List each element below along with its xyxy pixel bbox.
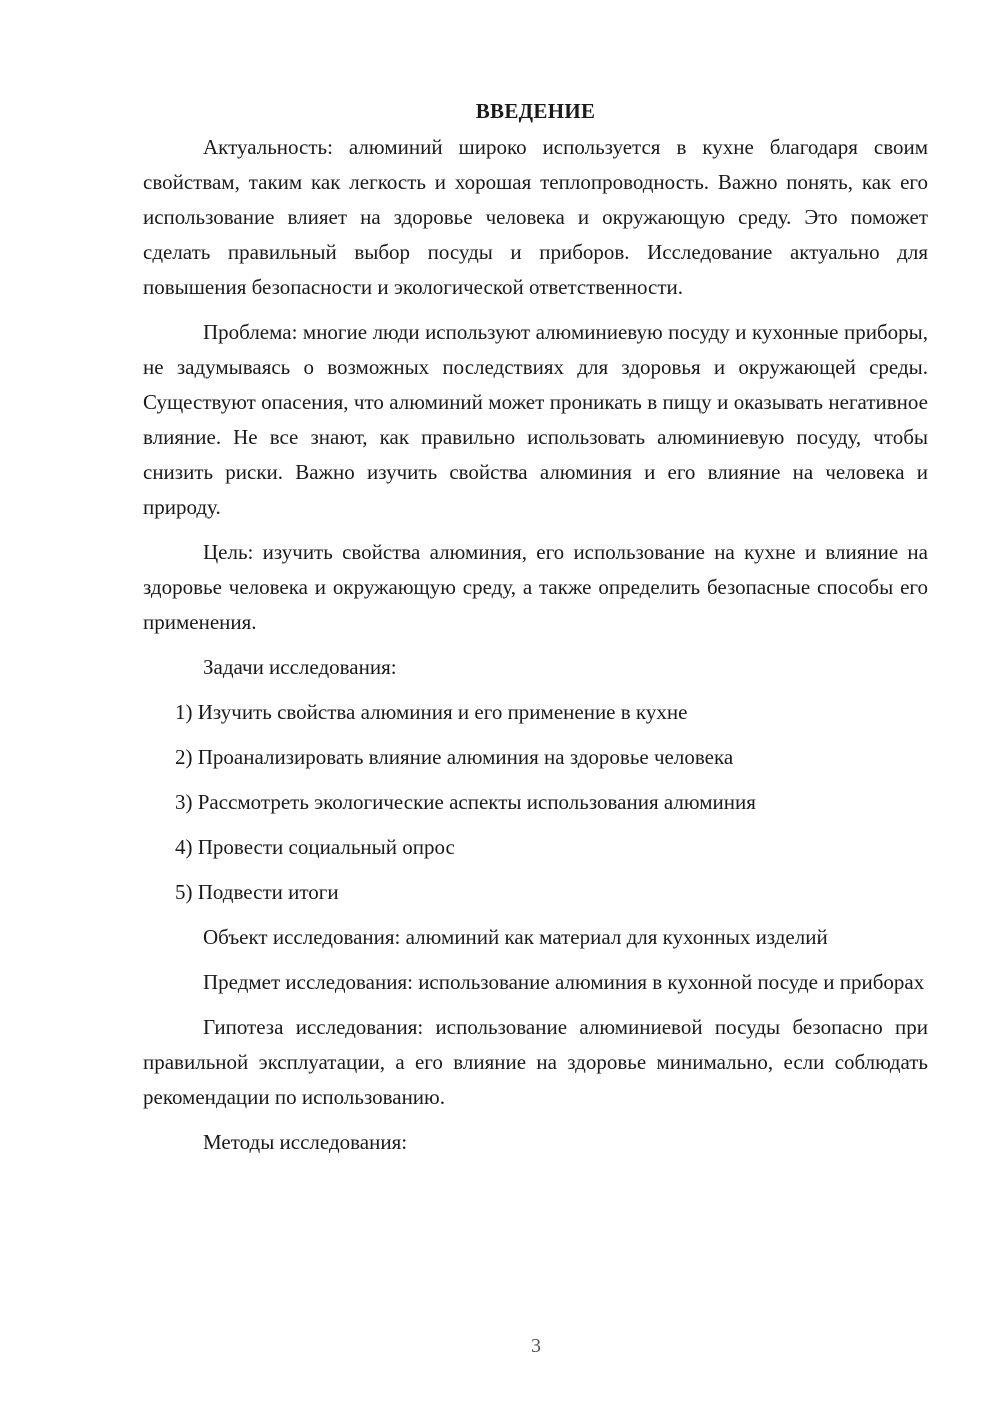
section-title: ВВЕДЕНИЕ	[475, 99, 596, 123]
list-item: 1) Изучить свойства алюминия и его применение в кухне	[175, 700, 688, 724]
relevance-paragraph: Актуальность: алюминий широко используется в кухне благодаря своим свойствам, таким как легкость и хорошая теплопроводность. Важно понять, как его использование влияет на здоровье человека и окружающую среду. Это поможет сделать правильный выбор посуды и приборов. Исследование актуально для повышения безопасности и экологической ответственности.	[143, 135, 928, 299]
problem-paragraph: Проблема: многие люди используют алюминиевую посуду и кухонные приборы, не задумываясь о возможных последствиях для здоровья и окружающей среды. Существуют опасения, что алюминий может проникать в пищу и оказывать негативное влияние. Не все знают, как правильно использовать алюминиевую посуду, чтобы снизить риски. Важно изучить свойства алюминия и его влияние на человека и природу.	[143, 320, 928, 519]
list-item: 3) Рассмотреть экологические аспекты использования алюминия	[175, 790, 756, 814]
tasks-list	[143, 695, 928, 910]
tasks-heading: Задачи исследования:	[203, 655, 397, 679]
subject-paragraph: Предмет исследования: использование алюминия в кухонной посуде и приборах	[203, 970, 925, 994]
list-item: 5) Подвести итоги	[175, 880, 339, 904]
object-paragraph: Объект исследования: алюминий как материал для кухонных изделий	[203, 925, 828, 949]
hypothesis-paragraph: Гипотеза исследования: использование алюминиевой посуды безопасно при правильной эксплуатации, а его влияние на здоровье минимально, если соблюдать рекомендации по использованию.	[143, 1015, 928, 1109]
methods-heading: Методы исследования:	[203, 1130, 408, 1154]
page-content	[143, 96, 928, 1170]
list-item: 4) Провести социальный опрос	[175, 835, 455, 859]
goal-paragraph: Цель: изучить свойства алюминия, его использование на кухне и влияние на здоровье человека и окружающую среду, а также определить безопасные способы его применения.	[143, 540, 928, 634]
page-number: 3	[531, 1335, 541, 1357]
list-item: 2) Проанализировать влияние алюминия на здоровье человека	[175, 745, 734, 769]
